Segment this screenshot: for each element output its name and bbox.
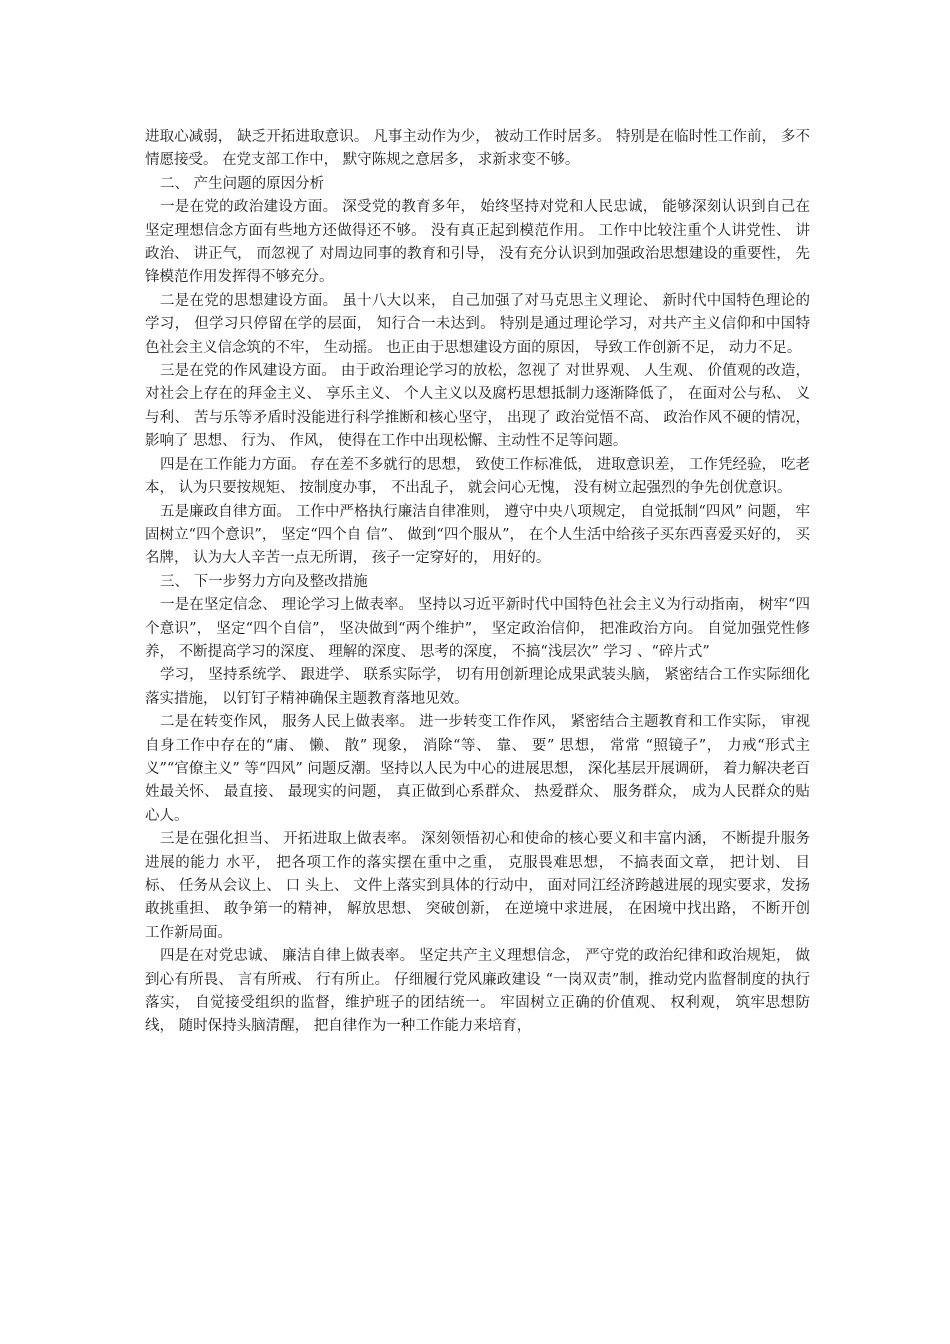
paragraph-self-discipline: 五是廉政自律方面。 工作中严格执行廉洁自律准则， 遵守中央八项规定， 自觉抵制“四风” 问题， 牢固树立“四个意识”， 坚定“四个自 信”、 做到“四个服从”， 在个人生活中给孩子买东西喜爱买好的， 买名牌， 认为大人辛苦一点无所谓， 孩子一定穿好的， 用好的。 [145,503,810,567]
section-heading-next-steps: 三、 下一步努力方向及整改措施 [160,573,368,590]
paragraph-take-responsibility: 三是在强化担当、 开拓进取上做表率。 深刻领悟初心和使命的核心要义和丰富内涵， 不断提升服务进展的能力 水平， 把各项工作的落实摆在重中之重， 克服畏难思想， 不搞表面文章， 把计划、 目 标、 任务从会议上、 口 头上、 文件上落实到具体的行动中， 面对同江经济跨越进展的现实要求，发扬敢挑重担、 敢争第一的精神， 解放思想、 突破创新， 在逆境中求进展， 在困境中找出路， 不断开创工作新局面。 [145,831,810,941]
paragraph-continuation: 进取心减弱， 缺乏开拓进取意识。 凡事主动作为少， 被动工作时居多。 特别是在临时性工作前， 多不情愿接受。 在党支部工作中， 默守陈规之意居多， 求新求变不够。 [145,129,810,169]
paragraph-ideological-construction: 二是在党的思想建设方面。 虽十八大以来， 自己加强了对马克思主义理论、 新时代中国特色理论的学习， 但学习只停留在学的层面， 知行合一未达到。 特别是通过理论学习，对共产主义信仰和中国特色社会主义信念筑的不牢， 生动摇。 也正由于思想建设方面的原因， 导致工作创新不足， 动力不足。 [145,292,810,356]
paragraph-study-continuation: 学习， 坚持系统学、 跟进学、 联系实际学， 切有用创新理论成果武装头脑， 紧密结合工作实际细化落实措施， 以钉钉子精神确保主题教育落地见效。 [145,667,810,707]
section-heading-cause-analysis: 二、 产生问题的原因分析 [160,175,325,192]
paragraph-work-ability: 四是在工作能力方面。 存在差不多就行的思想， 致使工作标准低， 进取意识差， 工作凭经验， 吃老本， 认为只要按规矩、 按制度办事， 不出乱子， 就会问心无愧， 没有树立起强烈的争先创优意识。 [145,456,810,497]
paragraph-loyalty-integrity: 四是在对党忠诚、 廉洁自律上做表率。 坚定共产主义理想信念， 严守党的政治纪律和政治规矩， 做到心有所畏、 言有所戒、 行有所止。 仔细履行党风廉政建设 “一岗双责”制，推动党内监督制度的执行落实， 自觉接受组织的监督，维护班子的团结统一。 牢固树立正确的价值观、 权利观， 筑牢思想防线， 随时保持头脑清醒， 把自律作为一种工作能力来培育， [145,948,810,1035]
paragraph-serve-people: 二是在转变作风， 服务人民上做表率。 进一步转变工作作风， 紧密结合主题教育和工作实际， 审视自身工作中存在的“庸、 懒、 散” 现象， 消除“等、 靠、 要” 思想， 常常 “照镜子”， 力戒“形式主义”“官僚主义” 等“四风” 问题反潮。坚持以人民为中心的进展思想， 深化基层开展调研， 着力解决老百姓最关怀、 最直接、 最现实的问题， 真正做到心系群众、 热爱群众、 服务群众， 成为人民群众的贴心人。 [145,714,810,824]
paragraph-style-construction: 三是在党的作风建设方面。 由于政治理论学习的放松，忽视了 对世界观、 人生观、 价值观的改造， 对社会上存在的拜金主义、 享乐主义、 个人主义以及腐朽思想抵制力逐渐降低了， 在面对公与私、 义与利、 苦与乐等矛盾时没能进行科学推断和核心坚守， 出现了 政治觉悟不高、 政治作风不硬的情况， 影响了 思想、 行为、 作风， 使得在工作中出现松懈、主动性不足等问题。 [145,363,810,450]
document-page [145,126,810,1039]
paragraph-political-construction: 一是在党的政治建设方面。 深受党的教育多年， 始终坚持对党和人民忠诚， 能够深刻认识到自己在坚定理想信念方面有些地方还做得还不够。 没有真正起到模范作用。 工作中比较注重个人讲党性、 讲政治、 讲正气， 而忽视了 对周边同事的教育和引导， 没有充分认识到加强政治思想建设的重要性， 先锋模范作用发挥得不够充分。 [145,199,810,286]
paragraph-firm-belief: 一是在坚定信念、 理论学习上做表率。 坚持以习近平新时代中国特色社会主义为行动指南， 树牢“四个意识”， 坚定“四个自信”， 坚决做到“两个维护”， 坚定政治信仰， 把准政治方向。 自觉加强党性修养， 不断提高学习的深度、 理解的深度、 思考的深度， 不搞“浅层次” 学习 、“碎片式” [145,597,810,660]
